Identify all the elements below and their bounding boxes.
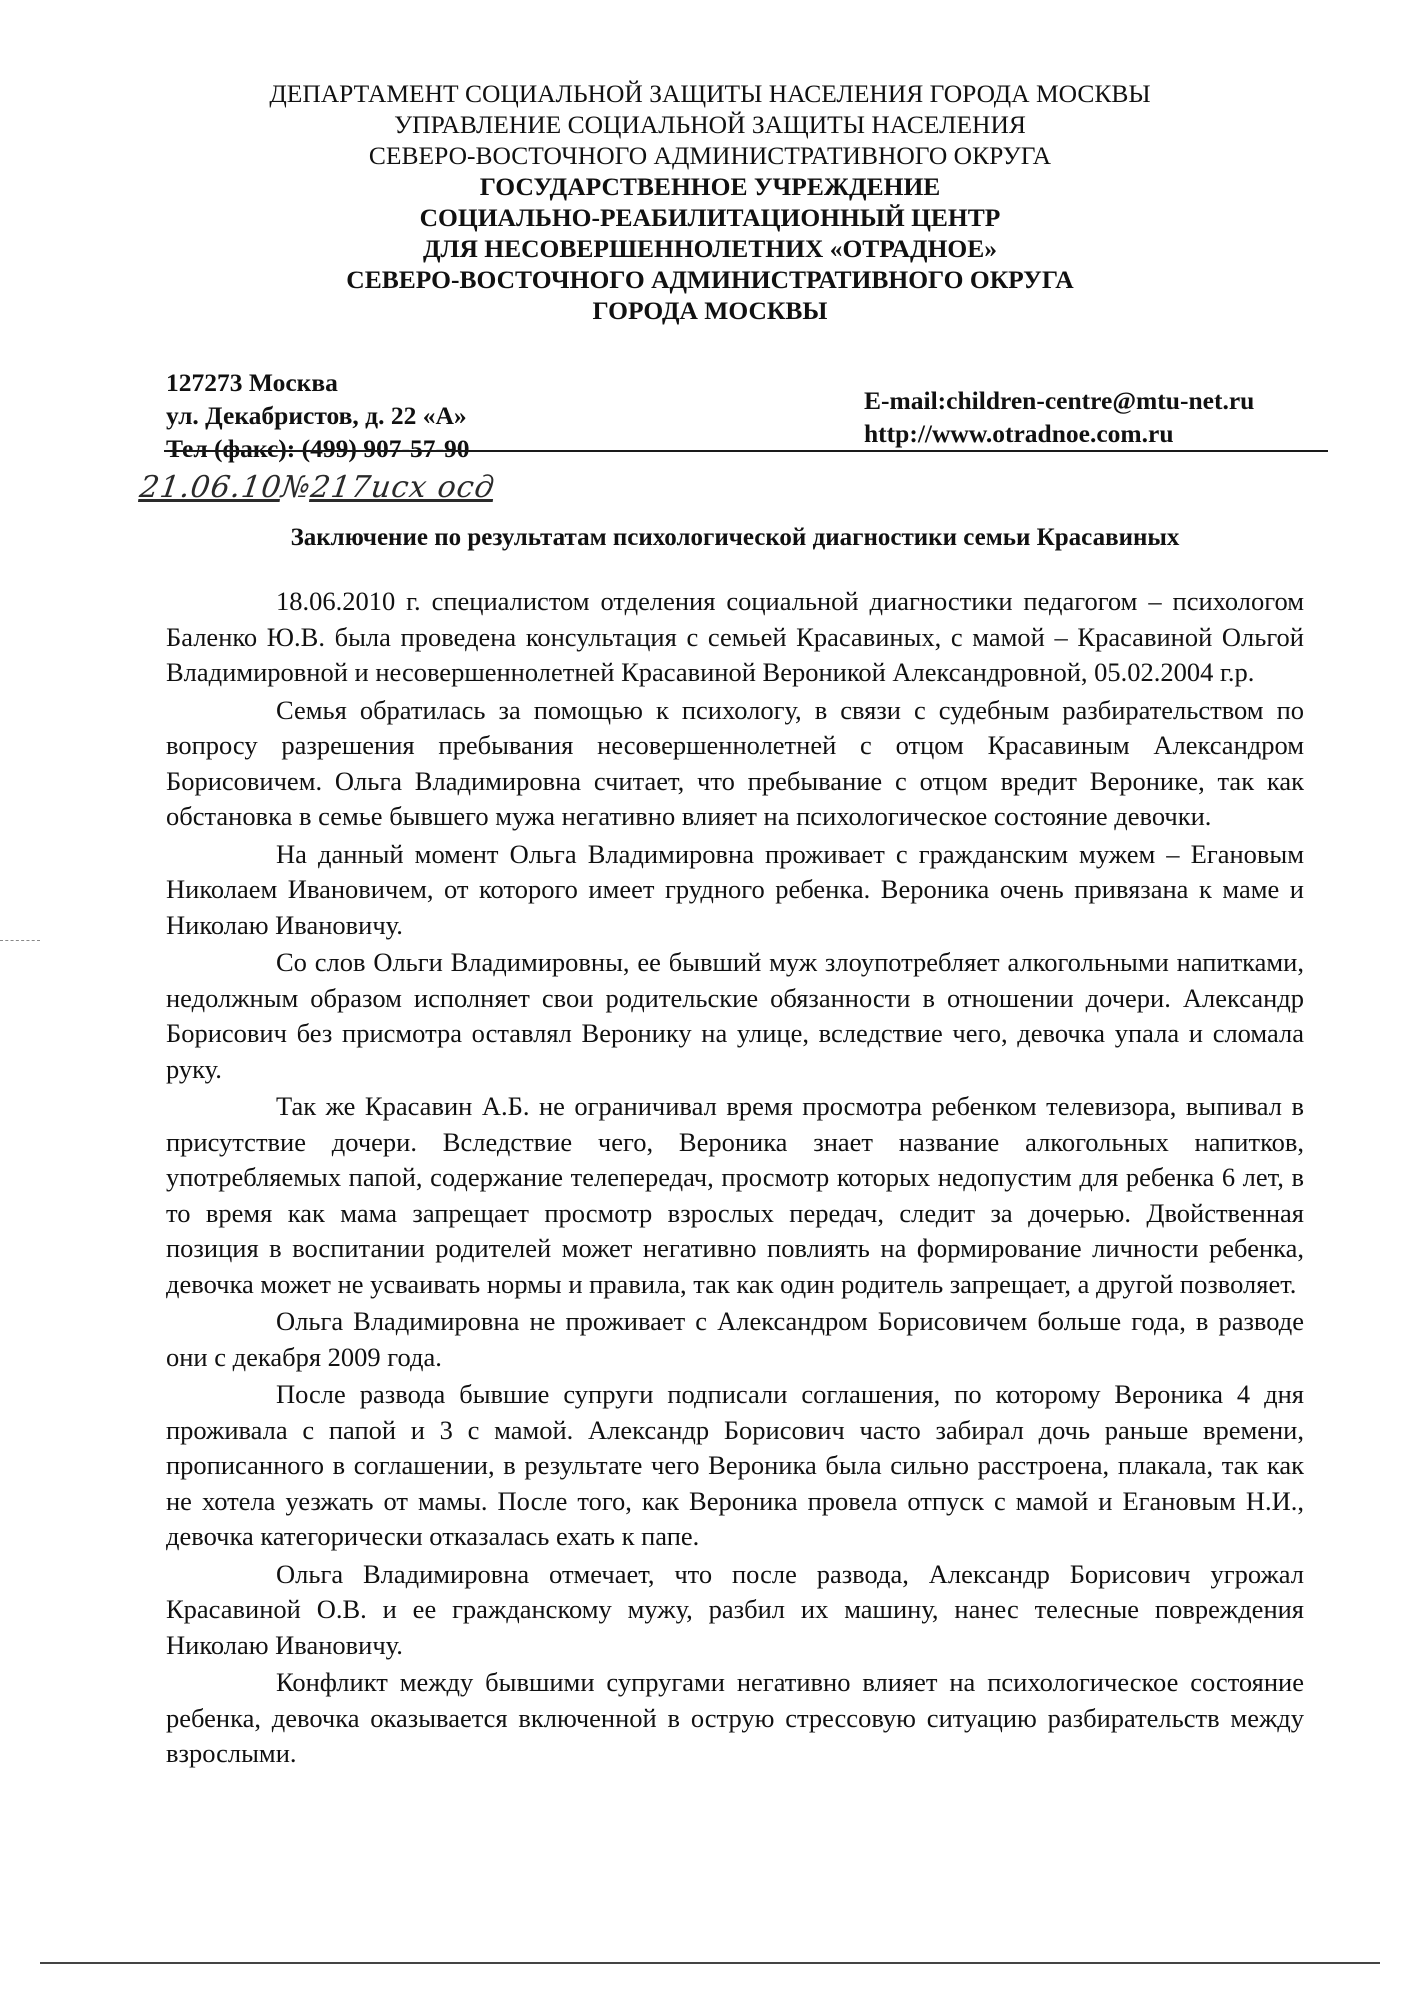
- body-paragraph: На данный момент Ольга Владимировна проживает с гражданским мужем – Егановым Николаем Ивановичем, от которого имеет грудного ребенка. Вероника очень привязана к маме и Николаю Ивановичу.: [166, 838, 1304, 940]
- reference-number-sign: №: [279, 470, 314, 505]
- address-phone: Тел (факс): (499) 907-57-90: [166, 434, 470, 463]
- body-paragraph: После развода бывшие супруги подписали соглашения, по которому Вероника 4 дня проживала с папой и 3 с мамой. Александр Борисович часто забирал дочь раньше времени, прописанного в соглашении, в результате чего Вероника была сильно расстроена, плакала, так как не хотела уезжать от мамы. После того, как Вероника провела отпуск с мамой и Егановым Н.И., девочка категорически отказалась ехать к папе.: [166, 1379, 1304, 1551]
- address-city: 127273 Москва: [166, 368, 338, 397]
- header-divider: [164, 450, 1328, 452]
- body-paragraph: Ольга Владимировна не проживает с Александром Борисовичем больше года, в разводе они с декабря 2009 года.: [166, 1306, 1304, 1372]
- letterhead-line-department: ДЕПАРТАМЕНТ СОЦИАЛЬНОЙ ЗАЩИТЫ НАСЕЛЕНИЯ ГОРОДА МОСКВЫ: [269, 79, 1151, 108]
- body-paragraph: Конфликт между бывшими супругами негативно влияет на психологическое состояние ребенка, девочка оказывается включенной в острую стрессовую ситуацию разбирательств между взрослыми.: [166, 1667, 1304, 1768]
- scan-edge-mark: [0, 940, 40, 941]
- contact-info: [864, 384, 1254, 450]
- letterhead-line-administration: УПРАВЛЕНИЕ СОЦИАЛЬНОЙ ЗАЩИТЫ НАСЕЛЕНИЯ: [394, 110, 1026, 139]
- body-paragraph: Так же Красавин А.Б. не ограничивал время просмотра ребенком телевизора, выпивал в присутствие дочери. Вследствие чего, Вероника знает название алкогольных напитков, употребляемых папой, содержание телепередач, просмотр которых недопустим для ребенка 6 лет, в то время как мама запрещает просмотр взрослых передач, следит за дочерью. Двойственная позиция в воспитании родителей может негативно повлиять на формирование личности ребенка, девочка может не усваивать нормы и правила, так как один родитель запрещает, а другой позволяет.: [166, 1091, 1304, 1299]
- reference-date: 21.06.10: [137, 470, 285, 505]
- letterhead-line-center-district: СЕВЕРО-ВОСТОЧНОГО АДМИНИСТРАТИВНОГО ОКРУГА: [346, 265, 1074, 294]
- reference-number: 217исх осд: [308, 470, 498, 505]
- body-paragraph: Со слов Ольги Владимировны, ее бывший муж злоупотребляет алкогольными напитками, недолжным образом исполняет свои родительские обязанности в отношении дочери. Александр Борисович без присмотра оставлял Веронику на улице, вследствие чего, девочка упала и сломала руку.: [166, 947, 1304, 1084]
- letterhead-line-city: ГОРОДА МОСКВЫ: [592, 296, 828, 325]
- outgoing-reference: [138, 470, 498, 505]
- contact-website: http://www.otradnoe.com.ru: [864, 419, 1174, 448]
- contact-email: E-mail:children-centre@mtu-net.ru: [864, 386, 1255, 415]
- document-title: Заключение по результатам психологической диагностики семьи Красавиных: [290, 524, 1180, 551]
- scan-bottom-edge: [40, 1962, 1380, 1964]
- address-street: ул. Декабристов, д. 22 «А»: [166, 401, 467, 430]
- letterhead-line-center-name: ДЛЯ НЕСОВЕРШЕННОЛЕТНИХ «ОТРАДНОЕ»: [422, 234, 998, 263]
- body-paragraph: Ольга Владимировна отмечает, что после развода, Александр Борисович угрожал Красавиной О.В. и ее гражданскому мужу, разбил их машину, нанес телесные повреждения Николаю Ивановичу.: [166, 1558, 1304, 1660]
- letterhead-line-district: СЕВЕРО-ВОСТОЧНОГО АДМИНИСТРАТИВНОГО ОКРУГА: [368, 141, 1052, 170]
- document-body: [166, 584, 1304, 1774]
- body-paragraph: 18.06.2010 г. специалистом отделения социальной диагностики педагогом – психологом Баленко Ю.В. была проведена консультация с семьей Красавиных, с мамой – Красавиной Ольгой Владимировной и несовершеннолетней Красавиной Вероникой Александровной, 05.02.2004 г.р.: [166, 586, 1304, 687]
- body-paragraph: Семья обратилась за помощью к психологу, в связи с судебным разбирательством по вопросу разрешения пребывания несовершеннолетней с отцом Красавиным Александром Борисовичем. Ольга Владимировна считает, что пребывание с отцом вредит Веронике, так как обстановка в семье бывшего мужа негативно влияет на психологическое состояние девочки.: [166, 694, 1304, 831]
- letterhead-line-center: СОЦИАЛЬНО-РЕАБИЛИТАЦИОННЫЙ ЦЕНТР: [419, 203, 1001, 232]
- letterhead-line-institution-type: ГОСУДАРСТВЕННОЕ УЧРЕЖДЕНИЕ: [479, 172, 941, 201]
- letterhead: [250, 78, 1170, 326]
